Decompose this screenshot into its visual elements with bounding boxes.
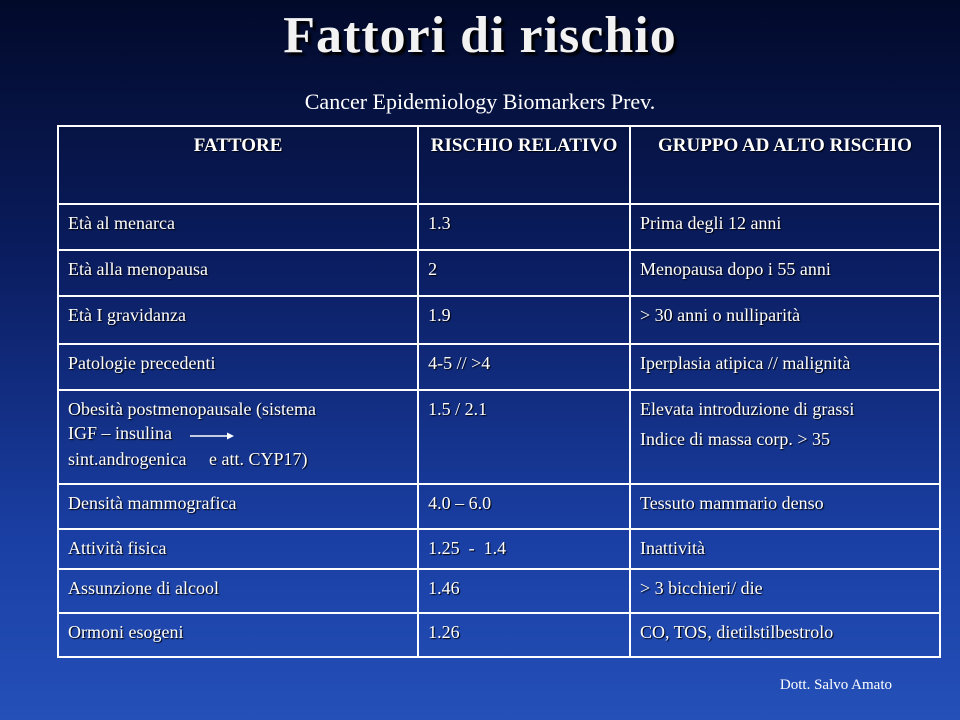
group-cell: Iperplasia atipica // malignità (630, 344, 940, 390)
slide-subtitle: Cancer Epidemiology Biomarkers Prev. (304, 89, 656, 114)
risk-cell: 1.25 - 1.4 (418, 529, 630, 569)
factor-line: IGF – insulina (68, 423, 173, 443)
header-relative-risk: RISCHIO RELATIVO (418, 126, 630, 204)
group-line: Indice di massa corp. > 35 (639, 429, 831, 449)
table-row (58, 613, 940, 657)
group-cell: Menopausa dopo i 55 anni (630, 250, 940, 296)
risk-factors-table (57, 125, 941, 658)
factor-line: Obesità postmenopausale (sistema (68, 399, 316, 419)
risk-cell: 4.0 – 6.0 (418, 484, 630, 529)
risk-cell: 1.9 (418, 296, 630, 344)
header-high-risk-group: GRUPPO AD ALTO RISCHIO (630, 126, 940, 204)
group-cell (630, 390, 940, 484)
header-factor: FATTORE (58, 126, 418, 204)
risk-cell: 1.26 (418, 613, 630, 657)
factor-line: sint.androgenica e att. CYP17) (68, 448, 308, 469)
group-cell: Inattività (630, 529, 940, 569)
factor-cell: Attività fisica (58, 529, 418, 569)
table-row (58, 250, 940, 296)
table-row (58, 484, 940, 529)
factor-cell: Età al menarca (58, 204, 418, 250)
table-row (58, 204, 940, 250)
slide-title: Fattori di rischio (283, 7, 677, 64)
table-row (58, 344, 940, 390)
risk-cell: 4-5 // >4 (418, 344, 630, 390)
factor-cell: Densità mammografica (58, 484, 418, 529)
group-cell: CO, TOS, dietilstilbestrolo (630, 613, 940, 657)
table-header-row (58, 126, 940, 204)
table-row (58, 529, 940, 569)
table-row (58, 390, 940, 484)
factor-cell (58, 390, 418, 484)
risk-cell: 2 (418, 250, 630, 296)
author-credit: Dott. Salvo Amato (779, 677, 892, 693)
factor-line-with-arrow (68, 421, 408, 447)
arrow-right-icon (190, 423, 234, 447)
risk-cell: 1.5 / 2.1 (418, 390, 630, 484)
risk-cell: 1.46 (418, 569, 630, 613)
factor-cell: Patologie precedenti (58, 344, 418, 390)
group-cell: > 30 anni o nulliparità (630, 296, 940, 344)
group-cell: > 3 bicchieri/ die (630, 569, 940, 613)
table-row (58, 296, 940, 344)
table-row (58, 569, 940, 613)
factor-cell: Età I gravidanza (58, 296, 418, 344)
group-cell: Tessuto mammario denso (630, 484, 940, 529)
factor-cell: Età alla menopausa (58, 250, 418, 296)
factor-cell: Ormoni esogeni (58, 613, 418, 657)
group-cell: Prima degli 12 anni (630, 204, 940, 250)
risk-cell: 1.3 (418, 204, 630, 250)
factor-cell: Assunzione di alcool (58, 569, 418, 613)
group-line: Elevata introduzione di grassi (639, 399, 855, 419)
